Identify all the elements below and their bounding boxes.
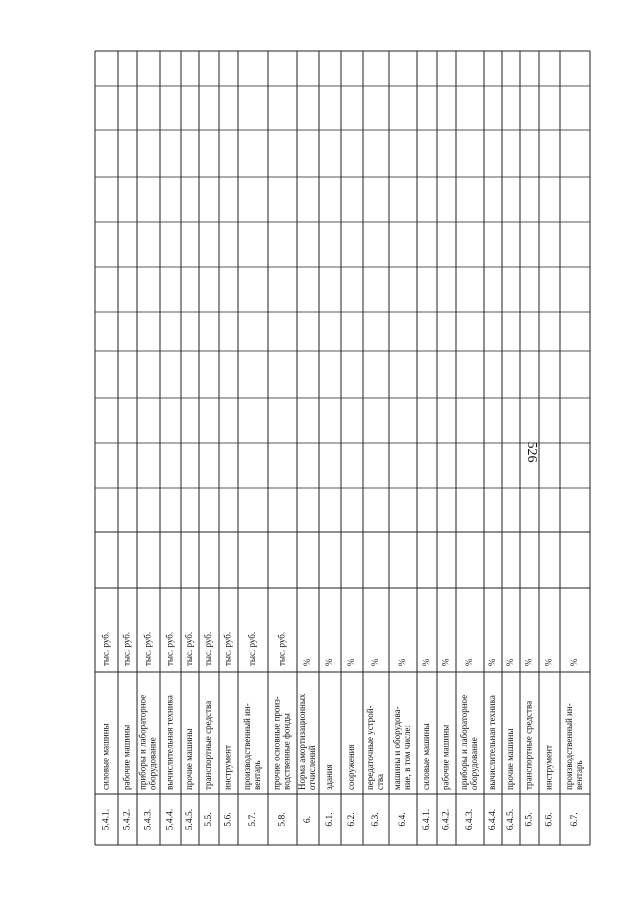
row-number: 6.4.3. — [465, 808, 476, 831]
row-name: вентарь — [252, 760, 263, 790]
row-number: 5.4.1. — [101, 808, 112, 831]
row-name: водственные фонды — [281, 713, 292, 790]
row-number: 5.4.5. — [185, 808, 196, 831]
row-name: Норма амортизационных — [297, 693, 308, 790]
row-name: отчислений — [307, 745, 318, 790]
row-number: 5.7. — [248, 812, 259, 827]
row-number: 6.2. — [347, 812, 358, 827]
row-name: прочие машины — [184, 728, 195, 790]
table-labels — [101, 632, 585, 830]
row-name: рабочие машины — [440, 724, 451, 790]
row-unit: % — [370, 658, 381, 666]
row-unit: тыс. руб. — [276, 631, 287, 666]
row-unit: % — [505, 658, 516, 666]
row-name: инструмент — [222, 745, 233, 790]
row-name: вентарь — [574, 760, 585, 790]
row-unit: % — [523, 658, 534, 666]
row-number: 6.1. — [325, 812, 336, 827]
row-number: 6.4.4. — [488, 808, 499, 831]
row-number: 5.6. — [223, 812, 234, 827]
row-unit: % — [421, 658, 432, 666]
row-number: 6.4. — [398, 812, 409, 827]
row-unit: % — [487, 658, 498, 666]
row-name: ние, в том числе: — [402, 724, 413, 790]
row-number: 5.5. — [204, 812, 215, 827]
row-name: сооружения — [346, 744, 357, 790]
row-name: вычислительная техника — [164, 695, 175, 790]
row-number: 5.8. — [277, 812, 288, 827]
row-name: оборудование — [469, 737, 480, 790]
page-number: 526 — [524, 441, 539, 463]
row-number: 5.4.2. — [122, 808, 133, 831]
row-name: вычислительная техника — [487, 695, 498, 790]
row-name: транспортные средства — [523, 700, 534, 790]
row-name: приборы и лабораторное — [137, 694, 148, 790]
row-number: 6.4.1. — [422, 808, 433, 831]
row-unit: % — [464, 658, 475, 666]
row-unit: % — [569, 658, 580, 666]
row-unit: тыс. руб. — [100, 631, 111, 666]
row-number: 5.4.4. — [165, 808, 176, 831]
row-unit: % — [543, 658, 554, 666]
row-name: передаточные устрой- — [365, 705, 376, 790]
row-number: 6.5. — [524, 812, 535, 827]
row-unit: % — [324, 658, 335, 666]
row-unit: % — [302, 658, 313, 666]
row-name: здания — [324, 764, 335, 790]
row-number: 6.7. — [570, 812, 581, 827]
row-name: силовые машины — [100, 723, 111, 790]
row-name: приборы и лабораторное — [459, 694, 470, 790]
row-unit: тыс. руб. — [184, 631, 195, 666]
row-name: производственный ин- — [242, 703, 253, 790]
row-name: силовые машины — [421, 723, 432, 790]
row-unit: тыс. руб. — [121, 631, 132, 666]
row-unit: тыс. руб. — [203, 631, 214, 666]
row-number: 6.3. — [371, 812, 382, 827]
row-name: транспортные средства — [203, 700, 214, 790]
row-unit: тыс. руб. — [222, 631, 233, 666]
row-name: прочие машины — [505, 728, 516, 790]
row-number: 6. — [303, 815, 314, 824]
row-unit: % — [346, 658, 357, 666]
row-name: оборудование — [147, 737, 158, 790]
row-number: 6.4.5. — [506, 808, 517, 831]
row-number: 6.4.2. — [441, 808, 452, 831]
row-name: рабочие машины — [121, 724, 132, 790]
row-name: машины и оборудова- — [392, 706, 403, 790]
row-name: производственный ин- — [564, 703, 575, 790]
row-unit: тыс. руб. — [142, 631, 153, 666]
row-unit: тыс. руб. — [247, 631, 258, 666]
row-name: прочие основные произ- — [271, 696, 282, 790]
row-unit: % — [397, 658, 408, 666]
row-unit: тыс. руб. — [164, 631, 175, 666]
row-name: ства — [375, 773, 386, 790]
row-number: 6.6. — [544, 812, 555, 827]
row-number: 5.4.3. — [143, 808, 154, 831]
row-name: инструмент — [543, 745, 554, 790]
row-unit: % — [440, 658, 451, 666]
